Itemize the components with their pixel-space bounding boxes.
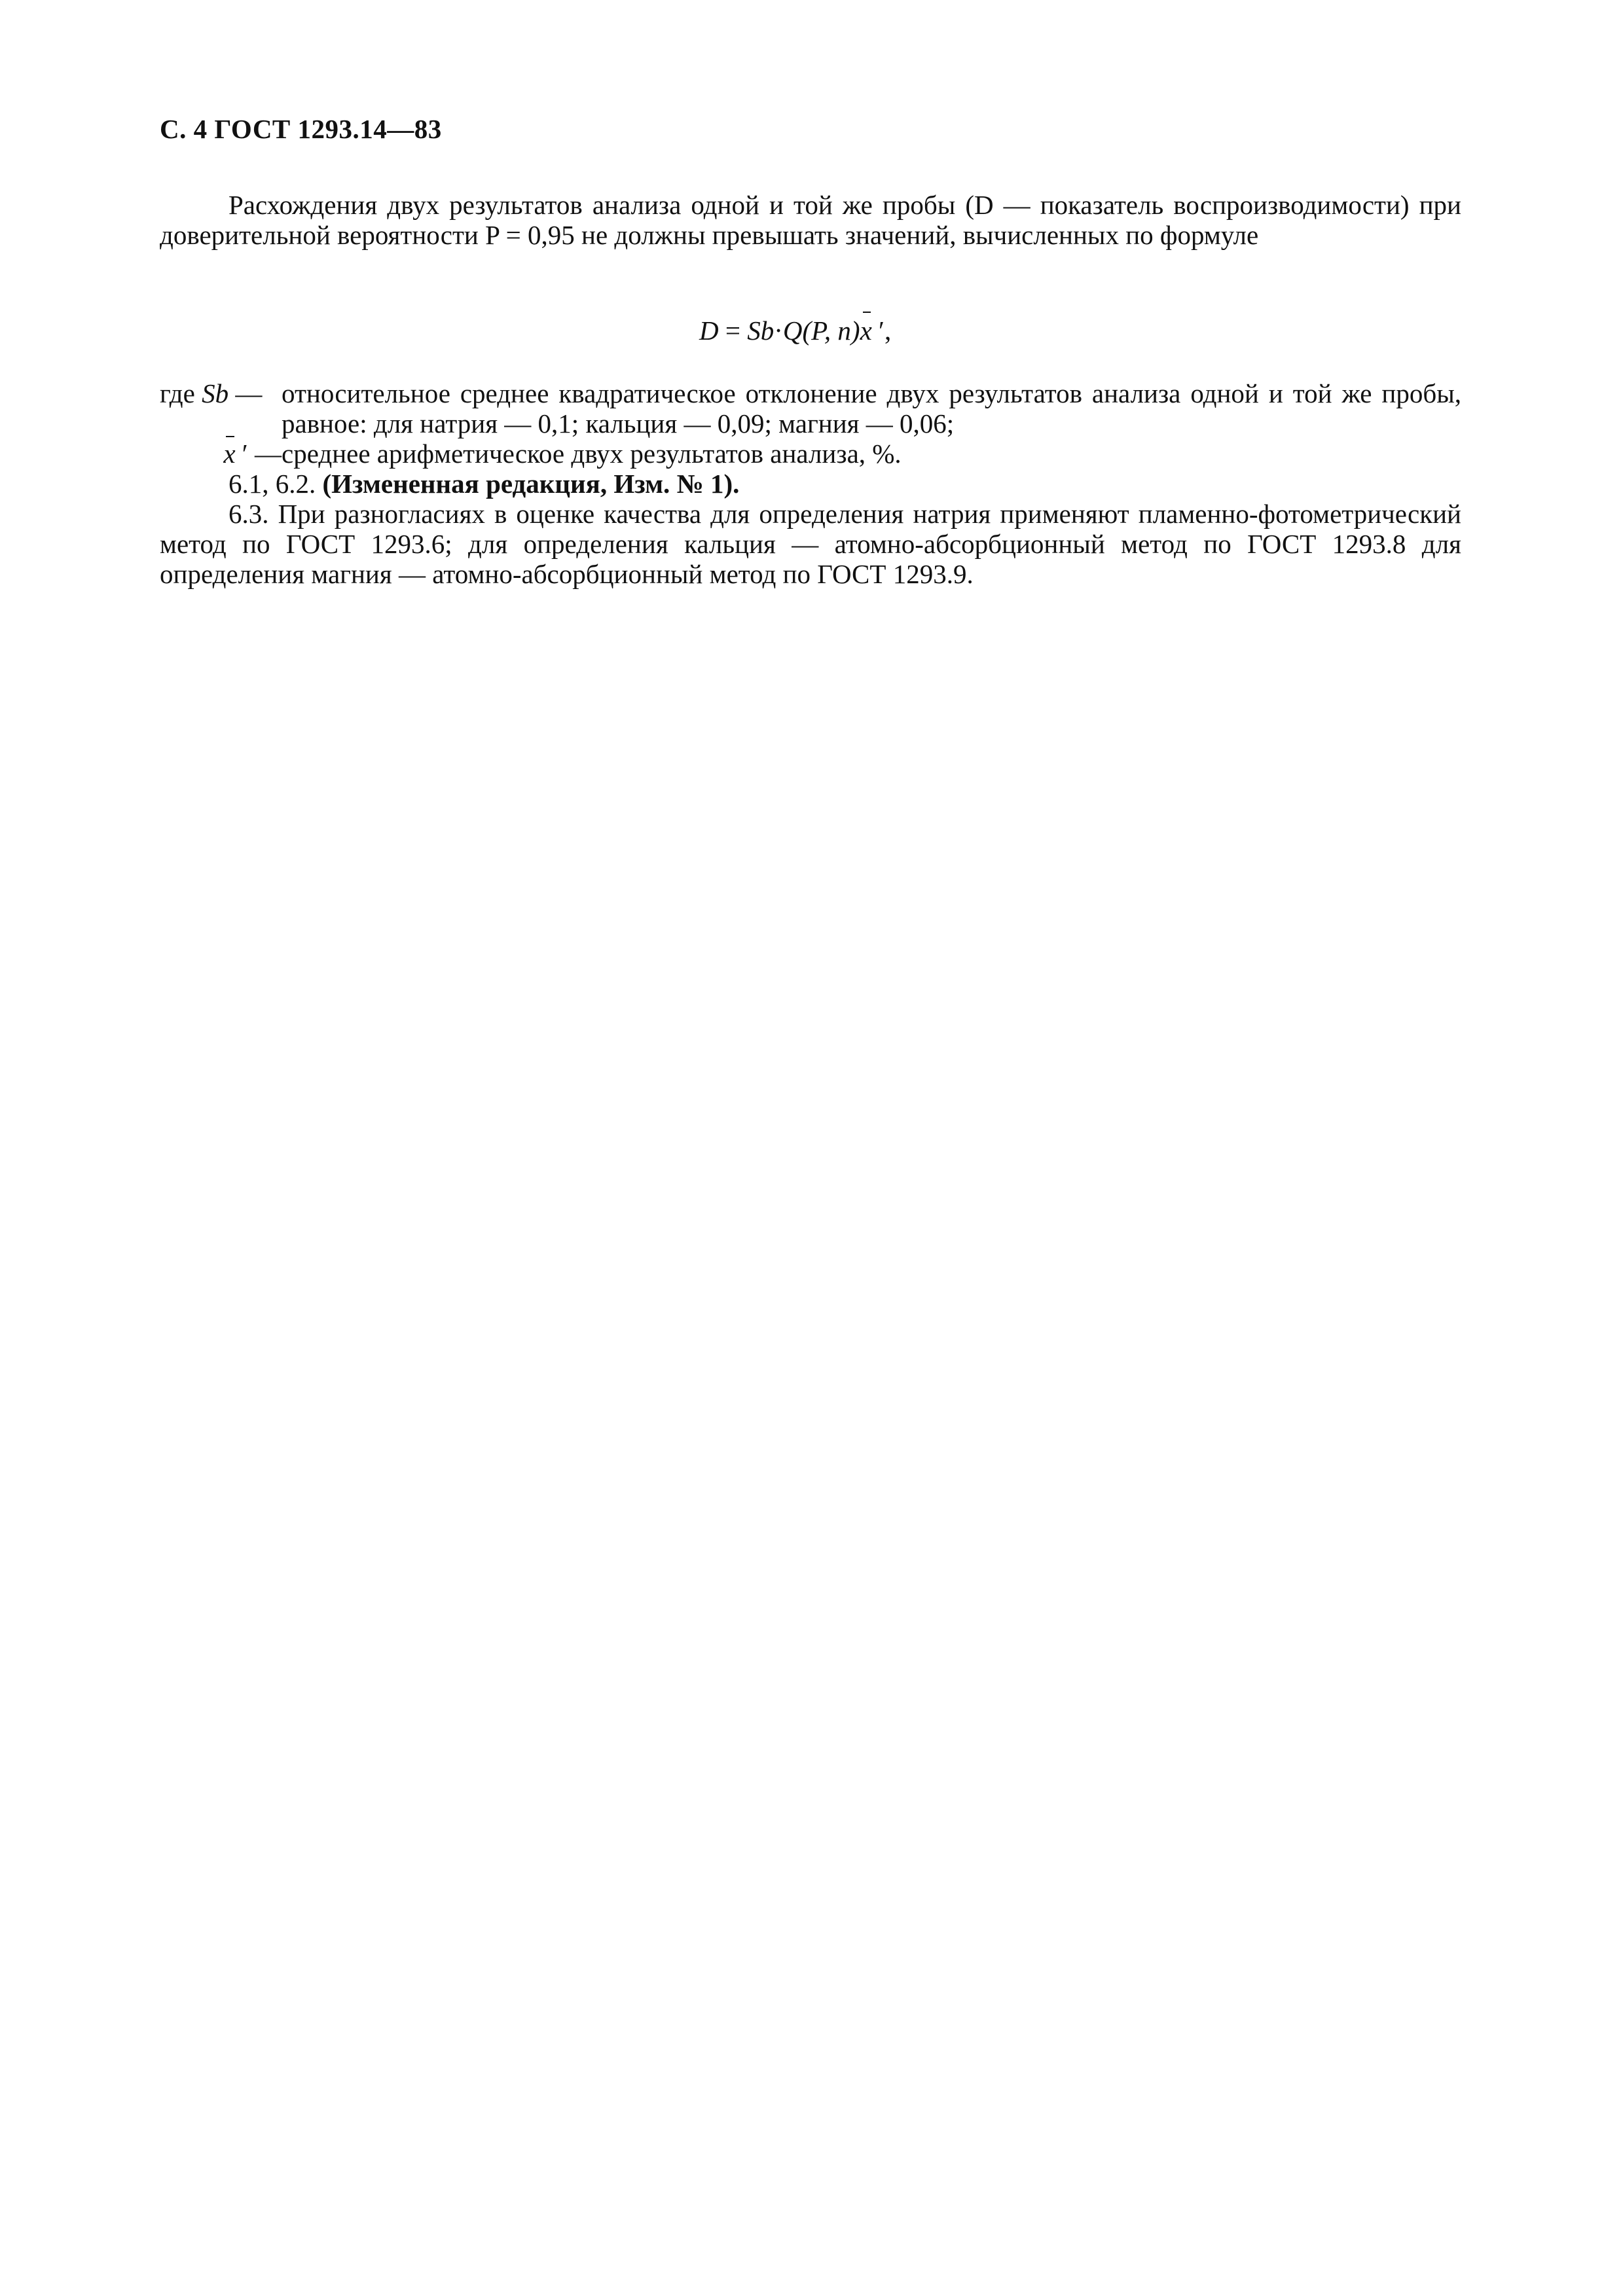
clause-6-3: 6.3. При разногласиях в оценке качества для определения натрия применяют пламенно-фотометрический метод по ГОСТ 1293.6; для определения кальция — атомно-абсорбционный метод по ГОСТ 1293.8 для определения магния — атомно-абсорбционный метод по ГОСТ 1293.9. <box>160 499 1461 589</box>
formula-dot: · <box>774 315 783 346</box>
formula-xbar: x <box>860 315 872 346</box>
formula-lhs: D <box>699 315 719 346</box>
formula-reproducibility <box>699 314 891 347</box>
definition-xbar <box>160 439 1461 469</box>
definition-dash: — <box>228 378 263 408</box>
definition-term <box>160 378 282 408</box>
definition-text: среднее арифметическое двух результатов анализа, %. <box>282 439 902 469</box>
definition-symbol: x <box>223 439 236 469</box>
formula-tail: ′, <box>871 315 892 346</box>
definition-symbol: Sb <box>202 378 229 408</box>
formula-q: Q(P, n) <box>782 315 860 346</box>
page-header: С. 4 ГОСТ 1293.14—83 <box>160 114 442 144</box>
formula-sb: Sb <box>747 315 775 346</box>
paragraph-reproducibility <box>160 190 1461 250</box>
amendment-note <box>160 469 1461 499</box>
definitions-list <box>160 378 1461 469</box>
notes-section <box>160 469 1461 589</box>
definition-dash: ′ — <box>235 439 282 469</box>
definition-term <box>160 439 282 469</box>
paragraph-text: Расхождения двух результатов анализа одной и той же пробы (D — показатель воспроизводимости) при доверительной вероятности P = 0,95 не должны превышать значений, вычисленных по формуле <box>160 190 1461 250</box>
definition-text: относительное среднее квадратическое отклонение двух результатов анализа одной и той же пробы, равное: для натрия — 0,1; кальция — 0,09; магния — 0,06; <box>282 378 1461 439</box>
formula-equals: = <box>718 315 748 346</box>
definition-prefix: где <box>160 378 202 408</box>
amendment-label: (Измененная редакция, Изм. № 1). <box>322 469 740 499</box>
amendment-prefix: 6.1, 6.2. <box>228 469 323 499</box>
definition-sb <box>160 378 1461 439</box>
